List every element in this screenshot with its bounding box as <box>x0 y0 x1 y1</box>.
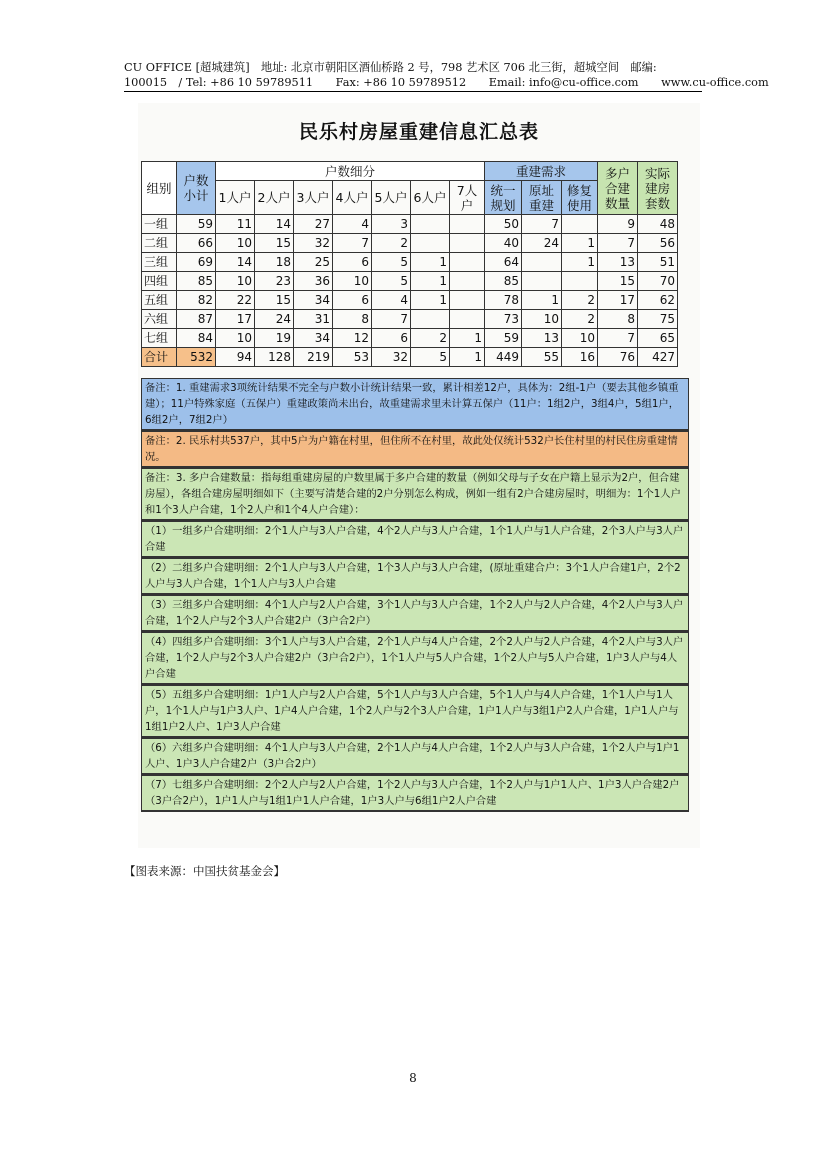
table-row <box>142 234 678 253</box>
row-size: 31 <box>294 310 333 329</box>
row-size: 7 <box>333 234 372 253</box>
row-size: 4 <box>333 215 372 234</box>
note-detail: （4）四组多户合建明细：3个1人户与3人户合建，2个1人户与4人户合建，2个2人户与2人户合建，4个2人户与3人户合建，1个2人户与2个3人户合建2户（3户合2户），1个1人户与5人户合建，1个2人户与5人户合建，1户3人户与4人户合建 <box>141 632 689 685</box>
row-demand: 73 <box>485 310 522 329</box>
row-demand: 7 <box>522 215 562 234</box>
row-size: 10 <box>333 272 372 291</box>
row-size: 24 <box>255 310 294 329</box>
row-size <box>450 291 485 310</box>
row-size: 12 <box>333 329 372 348</box>
note-detail: （2）二组多户合建明细：2个1人户与3人户合建，1个3人户与3人户合建，(原址重建合户：3个1人户合建1户，2个2人户与3人户合建，1个1人户与3人户合建 <box>141 558 689 595</box>
row-demand <box>562 215 598 234</box>
row-demand: 24 <box>522 234 562 253</box>
total-multi: 76 <box>598 348 638 367</box>
row-demand <box>562 272 598 291</box>
table-row <box>142 272 678 291</box>
note-2: 备注：2. 民乐村共537户，其中5户为户籍在村里，但住所不在村里，故此处仅统计532户长住村里的村民住房重建情况。 <box>141 431 689 468</box>
row-size: 6 <box>372 329 411 348</box>
row-actual: 56 <box>638 234 678 253</box>
notes-section <box>141 378 689 812</box>
row-size: 34 <box>294 291 333 310</box>
row-demand: 78 <box>485 291 522 310</box>
summary-figure <box>138 103 700 848</box>
row-size: 1 <box>411 253 450 272</box>
header-divider <box>124 91 702 92</box>
header-size: 7人户 <box>450 181 485 215</box>
row-multi: 17 <box>598 291 638 310</box>
row-size: 11 <box>216 215 255 234</box>
header-multi: 多户合建数量 <box>598 162 638 215</box>
row-size: 2 <box>411 329 450 348</box>
row-size: 4 <box>372 291 411 310</box>
row-multi: 15 <box>598 272 638 291</box>
note-3: 备注：3. 多户合建数量：指每组重建房屋的户数里属于多户合建的数量（例如父母与子女在户籍上显示为2户，但合建房屋），各组合建房屋明细如下（主要写清楚合建的2户分别怎么构成，例如一组有2户合建房屋时，明细为：1个1人户和1个3人户合建，1个2人户和1个4人户合建）： <box>141 468 689 521</box>
total-size: 32 <box>372 348 411 367</box>
row-size: 36 <box>294 272 333 291</box>
page-number: 8 <box>409 1071 417 1085</box>
row-demand: 1 <box>522 291 562 310</box>
total-demand: 449 <box>485 348 522 367</box>
row-multi: 13 <box>598 253 638 272</box>
total-size: 5 <box>411 348 450 367</box>
row-households: 84 <box>177 329 216 348</box>
header-breakdown: 户数细分 <box>216 162 485 181</box>
row-size <box>450 253 485 272</box>
row-size: 15 <box>255 291 294 310</box>
row-actual: 51 <box>638 253 678 272</box>
table-header <box>142 162 678 215</box>
header-demand-col: 修复使用 <box>562 181 598 215</box>
total-size: 53 <box>333 348 372 367</box>
header-size: 3人户 <box>294 181 333 215</box>
total-label: 合计 <box>142 348 177 367</box>
note-1: 备注：1. 重建需求3项统计结果不完全与户数小计统计结果一致，累计相差12户，具体为：2组-1户（要去其他乡镇重建）；11户特殊家庭（五保户）重建政策尚未出台，故重建需求里未计算五保户（11户：1组2户，3组4户，5组1户，6组2户，7组2户） <box>141 378 689 431</box>
row-households: 82 <box>177 291 216 310</box>
total-households: 532 <box>177 348 216 367</box>
header-contact-line: 100015 / Tel: +86 10 59789511 Fax: +86 10 59789512 Email: info@cu-office.com www.cu-office.com <box>124 76 769 89</box>
row-group: 五组 <box>142 291 177 310</box>
reconstruction-table <box>141 161 678 367</box>
row-size: 10 <box>216 234 255 253</box>
row-size: 7 <box>372 310 411 329</box>
row-actual: 62 <box>638 291 678 310</box>
row-demand: 85 <box>485 272 522 291</box>
row-size: 2 <box>372 234 411 253</box>
table-title: 民乐村房屋重建信息汇总表 <box>298 121 539 143</box>
row-size: 32 <box>294 234 333 253</box>
header-demand-col: 统一规划 <box>485 181 522 215</box>
row-group: 四组 <box>142 272 177 291</box>
row-size: 25 <box>294 253 333 272</box>
row-demand: 2 <box>562 310 598 329</box>
total-demand: 55 <box>522 348 562 367</box>
row-demand: 59 <box>485 329 522 348</box>
row-multi: 8 <box>598 310 638 329</box>
row-size: 1 <box>450 329 485 348</box>
header-size: 4人户 <box>333 181 372 215</box>
row-households: 66 <box>177 234 216 253</box>
row-size: 14 <box>255 215 294 234</box>
row-actual: 48 <box>638 215 678 234</box>
row-size: 17 <box>216 310 255 329</box>
row-actual: 65 <box>638 329 678 348</box>
table-row <box>142 215 678 234</box>
header-actual: 实际建房套数 <box>638 162 678 215</box>
row-households: 87 <box>177 310 216 329</box>
row-size: 14 <box>216 253 255 272</box>
row-size: 10 <box>216 272 255 291</box>
row-demand: 50 <box>485 215 522 234</box>
row-multi: 7 <box>598 234 638 253</box>
note-detail: （7）七组多户合建明细：2个2人户与2人户合建，1个2人户与3人户合建，1个2人户与1户1人户、1户3人户合建2户（3户合2户），1户1人户与1组1户1人户合建，1户3人户与6组1户2人户合建 <box>141 775 689 812</box>
row-size <box>450 234 485 253</box>
row-size: 6 <box>333 253 372 272</box>
header-size: 6人户 <box>411 181 450 215</box>
row-size: 5 <box>372 253 411 272</box>
row-group: 三组 <box>142 253 177 272</box>
table-total <box>142 348 678 367</box>
row-size <box>411 310 450 329</box>
row-demand: 10 <box>522 310 562 329</box>
row-size: 15 <box>255 234 294 253</box>
row-size: 23 <box>255 272 294 291</box>
row-size: 27 <box>294 215 333 234</box>
row-size: 18 <box>255 253 294 272</box>
row-actual: 70 <box>638 272 678 291</box>
row-demand: 2 <box>562 291 598 310</box>
header-households: 户数小计 <box>177 162 216 215</box>
table-row <box>142 310 678 329</box>
row-demand: 64 <box>485 253 522 272</box>
note-detail: （6）六组多户合建明细：4个1人户与3人户合建，2个1人户与4人户合建，1个2人户与3人户合建，1个2人户与1户1人户、1户3人户合建2户（3户合2户） <box>141 738 689 775</box>
row-multi: 9 <box>598 215 638 234</box>
figure-caption: 【图表来源：中国扶贫基金会】 <box>124 864 285 878</box>
row-size: 6 <box>333 291 372 310</box>
header-demand: 重建需求 <box>485 162 598 181</box>
row-households: 85 <box>177 272 216 291</box>
row-group: 六组 <box>142 310 177 329</box>
total-size: 219 <box>294 348 333 367</box>
total-size: 1 <box>450 348 485 367</box>
row-size <box>450 272 485 291</box>
row-size <box>450 215 485 234</box>
row-size: 19 <box>255 329 294 348</box>
note-detail: （5）五组多户合建明细：1户1人户与2人户合建，5个1人户与3人户合建，5个1人户与4人户合建，1个1人户与1人户，1个1人户与1户3人户、1户4人户合建，1个2人户与2个3人户合建，1户1人户与3组1户2人户合建，1户1人户与1组1户2人户、1户3人户合建 <box>141 685 689 738</box>
row-households: 59 <box>177 215 216 234</box>
row-demand: 13 <box>522 329 562 348</box>
header-demand-col: 原址重建 <box>522 181 562 215</box>
row-size: 22 <box>216 291 255 310</box>
table-row <box>142 253 678 272</box>
row-demand: 1 <box>562 234 598 253</box>
row-size: 1 <box>411 272 450 291</box>
table-row <box>142 329 678 348</box>
row-size: 3 <box>372 215 411 234</box>
header-size: 1人户 <box>216 181 255 215</box>
total-actual: 427 <box>638 348 678 367</box>
total-row <box>142 348 678 367</box>
row-size <box>411 215 450 234</box>
table-body <box>142 215 678 348</box>
row-size: 5 <box>372 272 411 291</box>
row-demand: 1 <box>562 253 598 272</box>
header-group: 组别 <box>142 162 177 215</box>
row-group: 一组 <box>142 215 177 234</box>
row-group: 七组 <box>142 329 177 348</box>
row-actual: 75 <box>638 310 678 329</box>
header-size: 2人户 <box>255 181 294 215</box>
note-detail: （1）一组多户合建明细：2个1人户与3人户合建，4个2人户与3人户合建，1个1人户与1人户合建，2个3人户与3人户合建 <box>141 521 689 558</box>
header-address-line: CU OFFICE [超城建筑] 地址: 北京市朝阳区酒仙桥路 2 号，798 艺术区 706 北三街，超城空间 邮编: <box>124 61 657 74</box>
row-size: 34 <box>294 329 333 348</box>
total-size: 128 <box>255 348 294 367</box>
page-header <box>124 60 769 90</box>
row-households: 69 <box>177 253 216 272</box>
row-demand: 10 <box>562 329 598 348</box>
row-size: 1 <box>411 291 450 310</box>
row-size <box>450 310 485 329</box>
table-row <box>142 291 678 310</box>
row-demand: 40 <box>485 234 522 253</box>
note-detail: （3）三组多户合建明细：4个1人户与2人户合建，3个1人户与3人户合建，1个2人户与2人户合建，4个2人户与3人户合建，1个2人户与2个3人户合建2户（3户合2户） <box>141 595 689 632</box>
row-size <box>411 234 450 253</box>
row-demand <box>522 253 562 272</box>
row-group: 二组 <box>142 234 177 253</box>
row-size: 8 <box>333 310 372 329</box>
row-multi: 7 <box>598 329 638 348</box>
total-demand: 16 <box>562 348 598 367</box>
header-size: 5人户 <box>372 181 411 215</box>
total-size: 94 <box>216 348 255 367</box>
row-demand <box>522 272 562 291</box>
row-size: 10 <box>216 329 255 348</box>
